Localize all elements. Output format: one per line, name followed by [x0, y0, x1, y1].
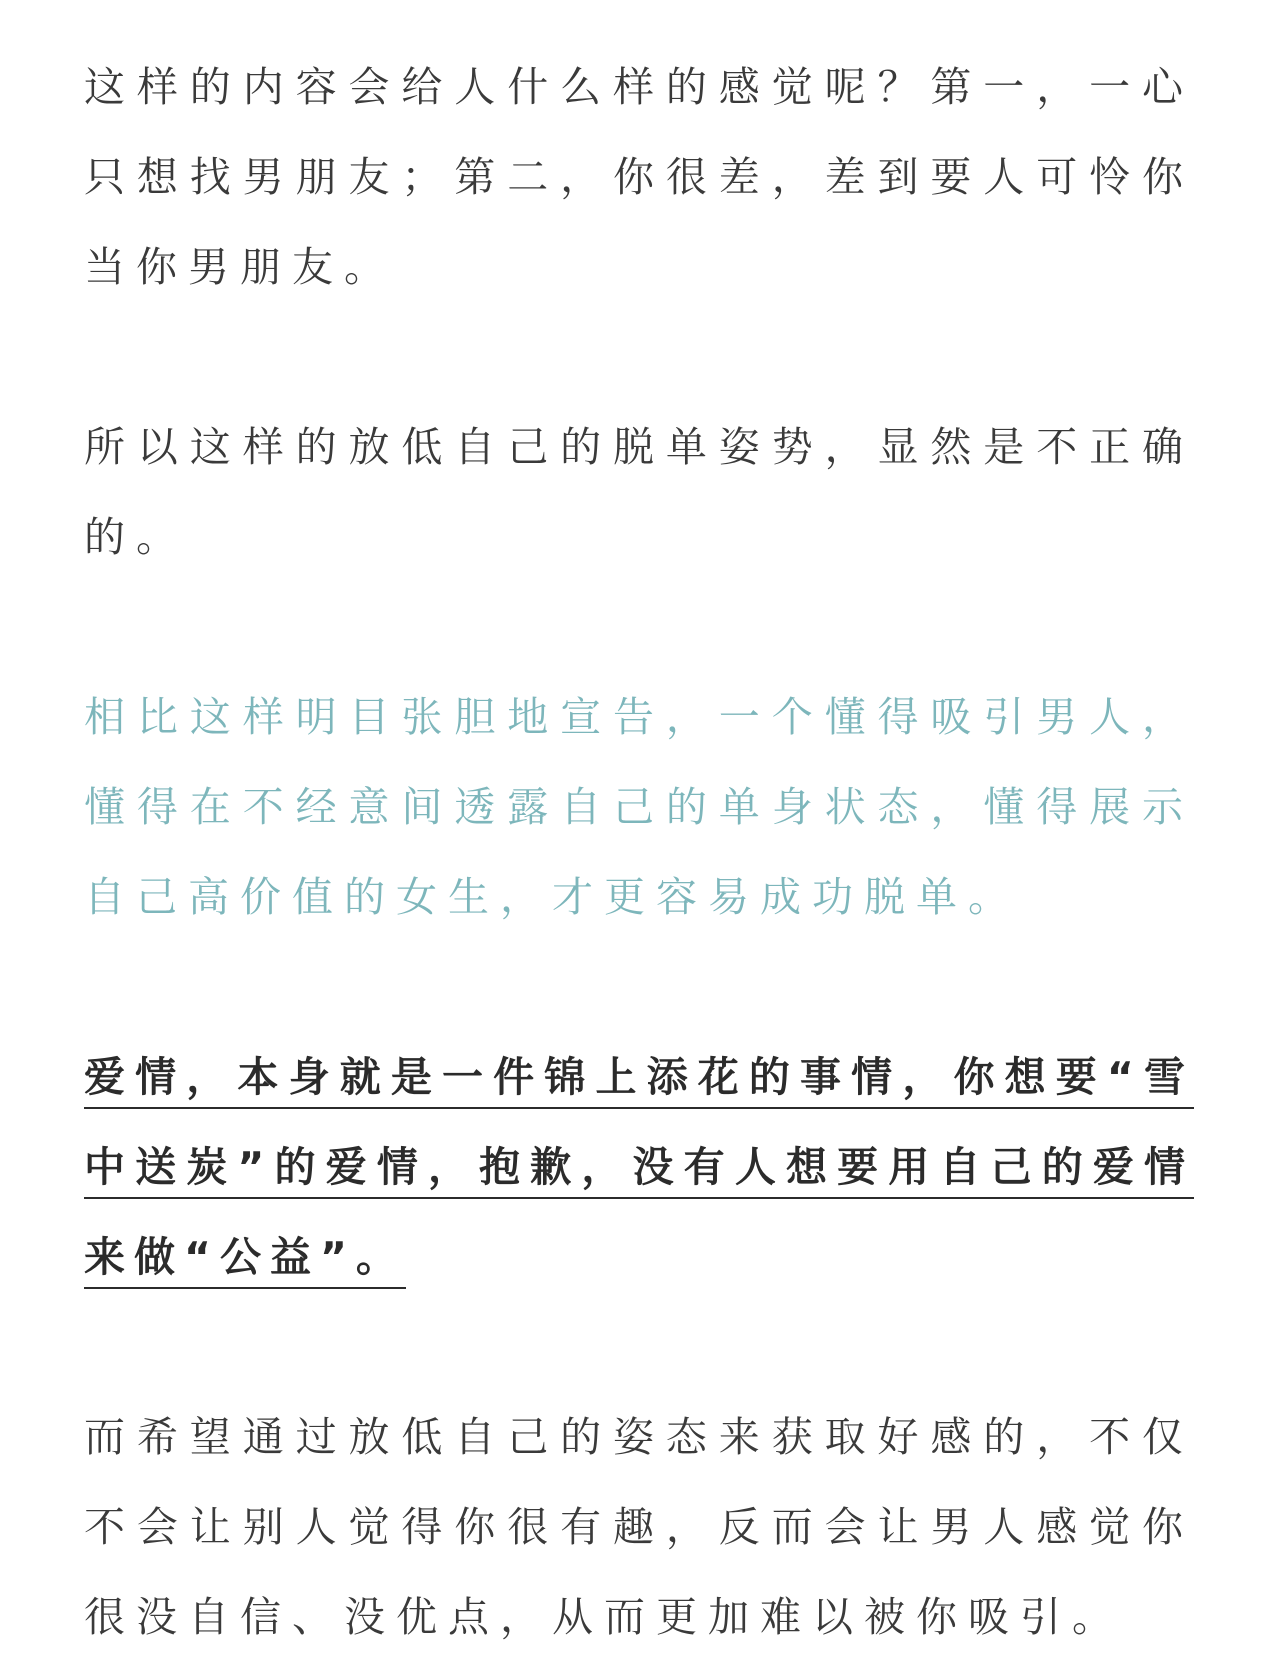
underlined-emphasis-text: 爱情，本身就是一件锦上添花的事情，你想要“雪中送炭”的爱情，抱歉，没有人想要用自己的爱情来做“公益”。	[84, 1053, 1194, 1289]
paragraph-spacer	[84, 942, 1194, 1032]
paragraph-spacer	[84, 582, 1194, 672]
paragraph-spacer	[84, 312, 1194, 402]
article-body	[84, 42, 1194, 1662]
paragraph-spacer	[84, 1302, 1194, 1392]
paragraph-emphasis	[84, 1032, 1194, 1302]
paragraph-closing: 而希望通过放低自己的姿态来获取好感的，不仅不会让别人觉得你很有趣，反而会让男人感觉你很没自信、没优点，从而更加难以被你吸引。	[84, 1413, 1194, 1641]
paragraph-feeling: 这样的内容会给人什么样的感觉呢？第一，一心只想找男朋友；第二，你很差，差到要人可怜你当你男朋友。	[84, 63, 1194, 291]
paragraph-conclusion: 所以这样的放低自己的脱单姿势，显然是不正确的。	[84, 423, 1194, 561]
paragraph-highlight: 相比这样明目张胆地宣告，一个懂得吸引男人，懂得在不经意间透露自己的单身状态，懂得展示自己高价值的女生，才更容易成功脱单。	[84, 693, 1194, 921]
